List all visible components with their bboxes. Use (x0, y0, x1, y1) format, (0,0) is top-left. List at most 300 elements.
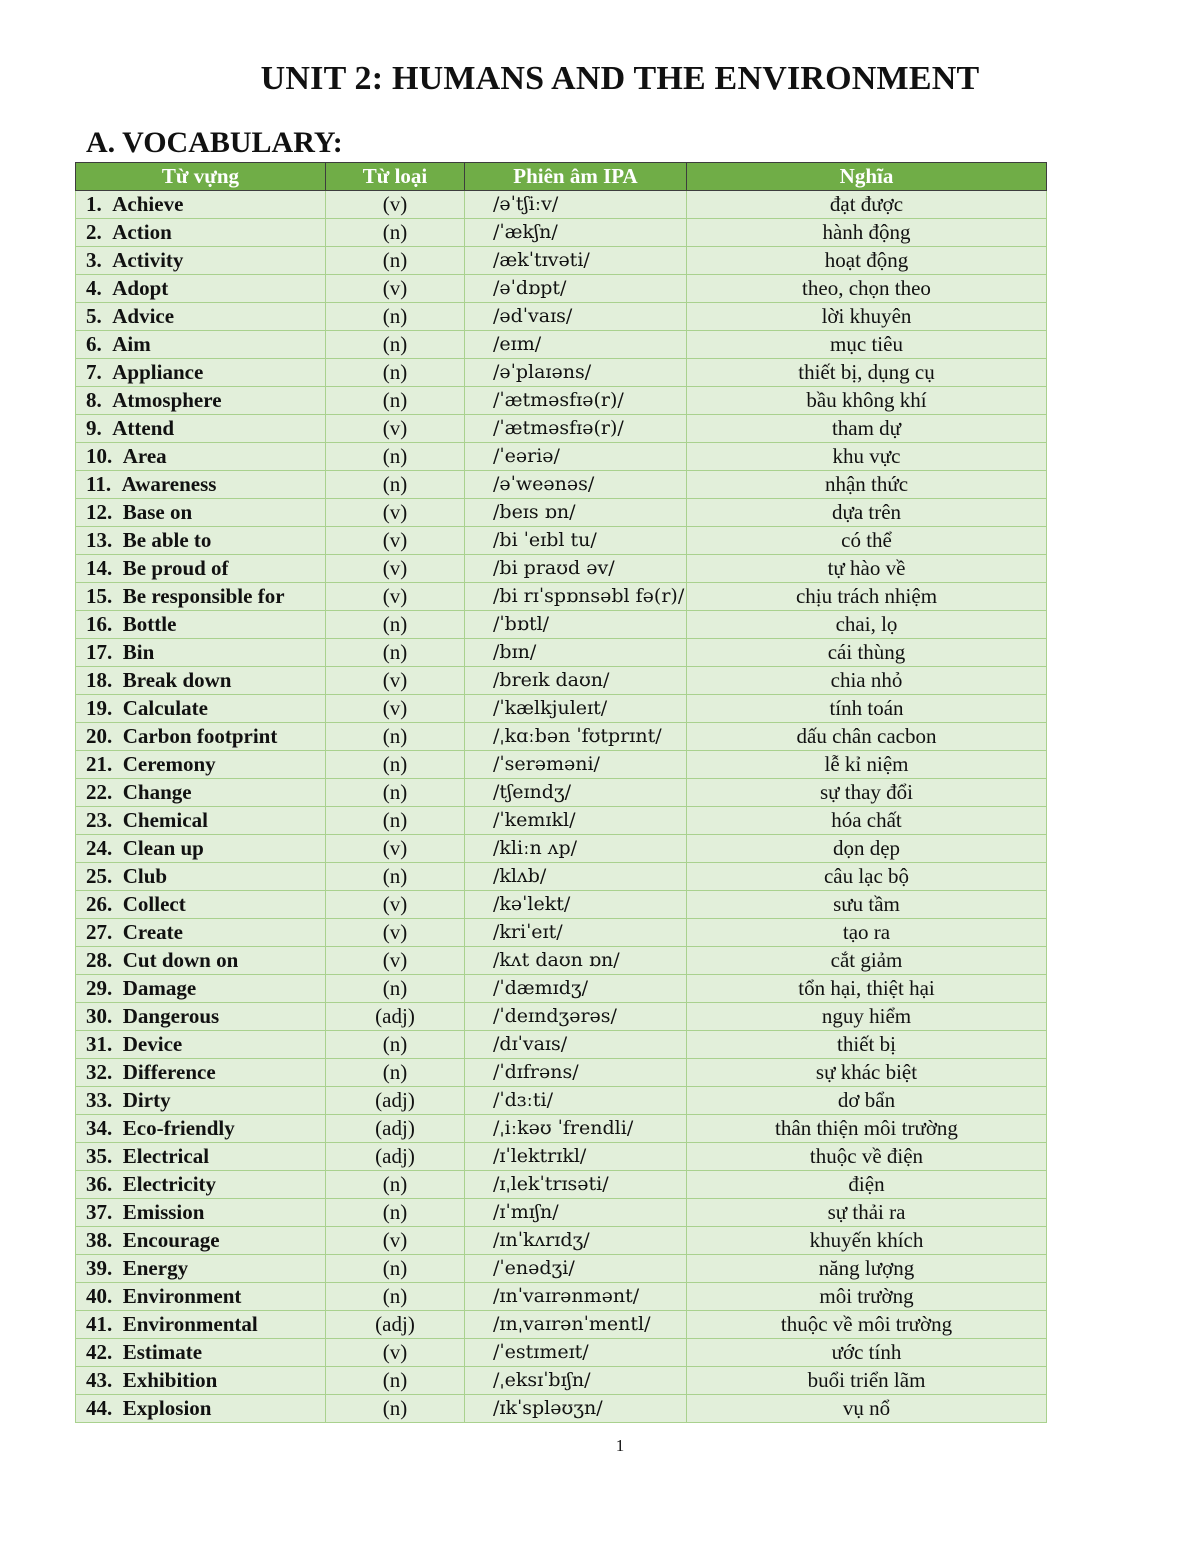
table-row (76, 247, 1047, 275)
meaning-cell: hóa chất (687, 807, 1047, 835)
table-row (76, 1227, 1047, 1255)
meaning-cell: nhận thức (687, 471, 1047, 499)
part-of-speech-cell: (n) (326, 751, 465, 779)
ipa-cell: /əˈplaɪəns/ (465, 359, 687, 387)
header-word: Từ vựng (76, 163, 326, 191)
vocab-word: Create (122, 920, 183, 944)
part-of-speech-cell: (adj) (326, 1003, 465, 1031)
part-of-speech-cell: (n) (326, 807, 465, 835)
table-row (76, 331, 1047, 359)
part-of-speech-cell: (n) (326, 639, 465, 667)
vocab-word: Be proud of (122, 556, 229, 580)
ipa-cell: /bi praʊd əv/ (465, 555, 687, 583)
vocab-word: Chemical (122, 808, 208, 832)
vocab-word: Collect (122, 892, 186, 916)
table-row (76, 1087, 1047, 1115)
ipa-cell: /ɪˈlektrɪkl/ (465, 1143, 687, 1171)
part-of-speech-cell: (v) (326, 891, 465, 919)
ipa-cell: /əˈdɒpt/ (465, 275, 687, 303)
part-of-speech-cell: (n) (326, 1031, 465, 1059)
vocab-word: Estimate (122, 1340, 203, 1364)
table-row (76, 919, 1047, 947)
table-row (76, 779, 1047, 807)
page-title: UNIT 2: HUMANS AND THE ENVIRONMENT (260, 60, 980, 97)
table-row (76, 611, 1047, 639)
vocab-word: Explosion (122, 1396, 212, 1420)
part-of-speech-cell: (n) (326, 303, 465, 331)
part-of-speech-cell: (v) (326, 191, 465, 219)
word-cell (76, 499, 326, 527)
ipa-cell: /dɪˈvaɪs/ (465, 1031, 687, 1059)
table-header-row (76, 163, 1047, 191)
table-row (76, 835, 1047, 863)
row-number: 7. (86, 360, 102, 384)
row-number: 9. (86, 416, 102, 440)
word-cell (76, 1031, 326, 1059)
vocab-word: Appliance (112, 360, 204, 384)
page-number: 1 (615, 1436, 625, 1455)
vocab-word: Device (122, 1032, 183, 1056)
meaning-cell: đạt được (687, 191, 1047, 219)
vocab-word: Advice (112, 304, 175, 328)
vocab-word: Be responsible for (122, 584, 285, 608)
word-cell (76, 1115, 326, 1143)
ipa-cell: /ˌiːkəʊ ˈfrendli/ (465, 1115, 687, 1143)
table-row (76, 807, 1047, 835)
vocab-word: Exhibition (122, 1368, 218, 1392)
word-cell (76, 835, 326, 863)
ipa-cell: /ˈbɒtl/ (465, 611, 687, 639)
word-cell (76, 1367, 326, 1395)
meaning-cell: lời khuyên (687, 303, 1047, 331)
meaning-cell: thiết bị, dụng cụ (687, 359, 1047, 387)
row-number: 39. (86, 1256, 113, 1280)
meaning-cell: cắt giảm (687, 947, 1047, 975)
word-cell (76, 527, 326, 555)
ipa-cell: /əˈtʃiːv/ (465, 191, 687, 219)
part-of-speech-cell: (n) (326, 1255, 465, 1283)
part-of-speech-cell: (v) (326, 667, 465, 695)
part-of-speech-cell: (adj) (326, 1115, 465, 1143)
part-of-speech-cell: (v) (326, 275, 465, 303)
vocab-word: Cut down on (122, 948, 239, 972)
ipa-cell: /breɪk daʊn/ (465, 667, 687, 695)
meaning-cell: có thể (687, 527, 1047, 555)
table-row (76, 1283, 1047, 1311)
ipa-cell: /ˈkælkjuleɪt/ (465, 695, 687, 723)
vocab-word: Be able to (122, 528, 212, 552)
ipa-cell: /bi ˈeɪbl tu/ (465, 527, 687, 555)
row-number: 1. (86, 192, 102, 216)
word-cell (76, 555, 326, 583)
meaning-cell: hành động (687, 219, 1047, 247)
vocab-word: Carbon footprint (122, 724, 278, 748)
table-body (76, 191, 1047, 1423)
word-cell (76, 191, 326, 219)
table-row (76, 1031, 1047, 1059)
part-of-speech-cell: (v) (326, 835, 465, 863)
vocab-word: Attend (112, 416, 175, 440)
vocab-word: Bottle (122, 612, 177, 636)
ipa-cell: /ˈestɪmeɪt/ (465, 1339, 687, 1367)
table-row (76, 1143, 1047, 1171)
vocab-word: Break down (122, 668, 232, 692)
meaning-cell: tính toán (687, 695, 1047, 723)
table-row (76, 723, 1047, 751)
meaning-cell: thiết bị (687, 1031, 1047, 1059)
ipa-cell: /ədˈvaɪs/ (465, 303, 687, 331)
row-number: 41. (86, 1312, 113, 1336)
meaning-cell: tạo ra (687, 919, 1047, 947)
meaning-cell: bầu không khí (687, 387, 1047, 415)
row-number: 36. (86, 1172, 113, 1196)
part-of-speech-cell: (n) (326, 723, 465, 751)
meaning-cell: dựa trên (687, 499, 1047, 527)
part-of-speech-cell: (n) (326, 1367, 465, 1395)
table-row (76, 219, 1047, 247)
meaning-cell: thuộc về điện (687, 1143, 1047, 1171)
part-of-speech-cell: (adj) (326, 1311, 465, 1339)
word-cell (76, 1199, 326, 1227)
row-number: 2. (86, 220, 102, 244)
row-number: 27. (86, 920, 113, 944)
meaning-cell: tham dự (687, 415, 1047, 443)
word-cell (76, 1227, 326, 1255)
table-row (76, 1003, 1047, 1031)
meaning-cell: vụ nổ (687, 1395, 1047, 1423)
row-number: 26. (86, 892, 113, 916)
meaning-cell: dơ bẩn (687, 1087, 1047, 1115)
vocab-word: Clean up (122, 836, 204, 860)
vocab-word: Base on (122, 500, 193, 524)
table-row (76, 555, 1047, 583)
table-row (76, 387, 1047, 415)
word-cell (76, 919, 326, 947)
table-row (76, 415, 1047, 443)
word-cell (76, 807, 326, 835)
row-number: 35. (86, 1144, 113, 1168)
row-number: 33. (86, 1088, 113, 1112)
word-cell (76, 359, 326, 387)
word-cell (76, 583, 326, 611)
vocab-word: Dangerous (122, 1004, 220, 1028)
meaning-cell: khuyến khích (687, 1227, 1047, 1255)
word-cell (76, 611, 326, 639)
word-cell (76, 1171, 326, 1199)
part-of-speech-cell: (n) (326, 331, 465, 359)
vocab-word: Dirty (122, 1088, 171, 1112)
meaning-cell: sự thay đổi (687, 779, 1047, 807)
part-of-speech-cell: (n) (326, 779, 465, 807)
ipa-cell: /ˈætməsfɪə(r)/ (465, 415, 687, 443)
part-of-speech-cell: (n) (326, 219, 465, 247)
vocab-word: Bin (122, 640, 155, 664)
row-number: 10. (86, 444, 113, 468)
vocab-word: Environment (122, 1284, 242, 1308)
word-cell (76, 751, 326, 779)
vocab-word: Calculate (122, 696, 208, 720)
part-of-speech-cell: (v) (326, 947, 465, 975)
row-number: 17. (86, 640, 113, 664)
row-number: 40. (86, 1284, 113, 1308)
table-row (76, 1255, 1047, 1283)
part-of-speech-cell: (n) (326, 359, 465, 387)
part-of-speech-cell: (v) (326, 1227, 465, 1255)
ipa-cell: /ˈækʃn/ (465, 219, 687, 247)
row-number: 13. (86, 528, 113, 552)
word-cell (76, 947, 326, 975)
ipa-cell: /ækˈtɪvəti/ (465, 247, 687, 275)
row-number: 3. (86, 248, 102, 272)
row-number: 28. (86, 948, 113, 972)
part-of-speech-cell: (n) (326, 471, 465, 499)
table-row (76, 1367, 1047, 1395)
row-number: 24. (86, 836, 113, 860)
row-number: 31. (86, 1032, 113, 1056)
part-of-speech-cell: (n) (326, 863, 465, 891)
meaning-cell: mục tiêu (687, 331, 1047, 359)
row-number: 11. (86, 472, 112, 496)
word-cell (76, 1087, 326, 1115)
table-row (76, 583, 1047, 611)
part-of-speech-cell: (v) (326, 499, 465, 527)
part-of-speech-cell: (n) (326, 1059, 465, 1087)
part-of-speech-cell: (n) (326, 1171, 465, 1199)
vocab-word: Eco-friendly (122, 1116, 235, 1140)
ipa-cell: /kliːn ʌp/ (465, 835, 687, 863)
table-row (76, 863, 1047, 891)
part-of-speech-cell: (v) (326, 415, 465, 443)
table-row (76, 639, 1047, 667)
vocab-word: Environmental (122, 1312, 258, 1336)
table-row (76, 751, 1047, 779)
meaning-cell: điện (687, 1171, 1047, 1199)
ipa-cell: /ɪnˈvaɪrənmənt/ (465, 1283, 687, 1311)
vocab-word: Damage (122, 976, 197, 1000)
part-of-speech-cell: (v) (326, 527, 465, 555)
word-cell (76, 975, 326, 1003)
part-of-speech-cell: (v) (326, 583, 465, 611)
part-of-speech-cell: (v) (326, 919, 465, 947)
meaning-cell: dọn dẹp (687, 835, 1047, 863)
meaning-cell: thân thiện môi trường (687, 1115, 1047, 1143)
vocab-word: Adopt (112, 276, 169, 300)
vocab-word: Electrical (122, 1144, 210, 1168)
row-number: 8. (86, 388, 102, 412)
vocab-word: Ceremony (122, 752, 216, 776)
ipa-cell: /ˈenədʒi/ (465, 1255, 687, 1283)
word-cell (76, 863, 326, 891)
vocab-word: Atmosphere (112, 388, 222, 412)
row-number: 23. (86, 808, 113, 832)
word-cell (76, 891, 326, 919)
meaning-cell: hoạt động (687, 247, 1047, 275)
row-number: 34. (86, 1116, 113, 1140)
header-part-of-speech: Từ loại (326, 163, 465, 191)
word-cell (76, 443, 326, 471)
part-of-speech-cell: (n) (326, 247, 465, 275)
row-number: 32. (86, 1060, 113, 1084)
part-of-speech-cell: (n) (326, 975, 465, 1003)
part-of-speech-cell: (n) (326, 387, 465, 415)
word-cell (76, 667, 326, 695)
row-number: 30. (86, 1004, 113, 1028)
table-row (76, 499, 1047, 527)
meaning-cell: tự hào về (687, 555, 1047, 583)
meaning-cell: chịu trách nhiệm (687, 583, 1047, 611)
vocab-word: Activity (112, 248, 184, 272)
row-number: 44. (86, 1396, 113, 1420)
ipa-cell: /kriˈeɪt/ (465, 919, 687, 947)
meaning-cell: ước tính (687, 1339, 1047, 1367)
table-row (76, 1115, 1047, 1143)
ipa-cell: /ˈdɪfrəns/ (465, 1059, 687, 1087)
table-row (76, 1171, 1047, 1199)
meaning-cell: khu vực (687, 443, 1047, 471)
row-number: 29. (86, 976, 113, 1000)
vocab-word: Action (112, 220, 172, 244)
word-cell (76, 723, 326, 751)
ipa-cell: /ˈkemɪkl/ (465, 807, 687, 835)
row-number: 43. (86, 1368, 113, 1392)
word-cell (76, 303, 326, 331)
ipa-cell: /ˈeəriə/ (465, 443, 687, 471)
word-cell (76, 471, 326, 499)
meaning-cell: nguy hiểm (687, 1003, 1047, 1031)
part-of-speech-cell: (adj) (326, 1143, 465, 1171)
vocab-word: Encourage (122, 1228, 220, 1252)
meaning-cell: chai, lọ (687, 611, 1047, 639)
ipa-cell: /ɪnˌvaɪrənˈmentl/ (465, 1311, 687, 1339)
row-number: 38. (86, 1228, 113, 1252)
row-number: 37. (86, 1200, 113, 1224)
ipa-cell: /kəˈlekt/ (465, 891, 687, 919)
word-cell (76, 1255, 326, 1283)
word-cell (76, 387, 326, 415)
word-cell (76, 219, 326, 247)
meaning-cell: thuộc về môi trường (687, 1311, 1047, 1339)
word-cell (76, 779, 326, 807)
table-row (76, 1339, 1047, 1367)
meaning-cell: năng lượng (687, 1255, 1047, 1283)
header-meaning: Nghĩa (687, 163, 1047, 191)
section-heading: A. VOCABULARY: (86, 126, 343, 159)
table-row (76, 975, 1047, 1003)
ipa-cell: /tʃeɪndʒ/ (465, 779, 687, 807)
meaning-cell: sự khác biệt (687, 1059, 1047, 1087)
part-of-speech-cell: (v) (326, 695, 465, 723)
row-number: 21. (86, 752, 113, 776)
part-of-speech-cell: (n) (326, 1199, 465, 1227)
vocab-word: Awareness (121, 472, 217, 496)
row-number: 5. (86, 304, 102, 328)
meaning-cell: chia nhỏ (687, 667, 1047, 695)
row-number: 14. (86, 556, 113, 580)
row-number: 18. (86, 668, 113, 692)
table-row (76, 1395, 1047, 1423)
ipa-cell: /ˈdæmɪdʒ/ (465, 975, 687, 1003)
word-cell (76, 1059, 326, 1087)
ipa-cell: /ˈserəməni/ (465, 751, 687, 779)
table-row (76, 471, 1047, 499)
table-row (76, 191, 1047, 219)
meaning-cell: môi trường (687, 1283, 1047, 1311)
ipa-cell: /ɪkˈspləʊʒn/ (465, 1395, 687, 1423)
table-row (76, 275, 1047, 303)
table-row (76, 527, 1047, 555)
vocab-word: Difference (122, 1060, 216, 1084)
table-row (76, 1311, 1047, 1339)
ipa-cell: /kʌt daʊn ɒn/ (465, 947, 687, 975)
ipa-cell: /ɪˌlekˈtrɪsəti/ (465, 1171, 687, 1199)
row-number: 6. (86, 332, 102, 356)
row-number: 20. (86, 724, 113, 748)
word-cell (76, 695, 326, 723)
vocab-word: Club (122, 864, 168, 888)
meaning-cell: tổn hại, thiệt hại (687, 975, 1047, 1003)
ipa-cell: /bi rɪˈspɒnsəbl fə(r)/ (465, 583, 687, 611)
ipa-cell: /əˈweənəs/ (465, 471, 687, 499)
word-cell (76, 415, 326, 443)
meaning-cell: câu lạc bộ (687, 863, 1047, 891)
word-cell (76, 1395, 326, 1423)
ipa-cell: /ˌeksɪˈbɪʃn/ (465, 1367, 687, 1395)
vocab-word: Area (122, 444, 167, 468)
meaning-cell: dấu chân cacbon (687, 723, 1047, 751)
vocab-word: Change (122, 780, 192, 804)
word-cell (76, 1003, 326, 1031)
ipa-cell: /ɪnˈkʌrɪdʒ/ (465, 1227, 687, 1255)
row-number: 42. (86, 1340, 113, 1364)
table-row (76, 667, 1047, 695)
part-of-speech-cell: (n) (326, 1283, 465, 1311)
table-row (76, 947, 1047, 975)
part-of-speech-cell: (n) (326, 1395, 465, 1423)
word-cell (76, 1283, 326, 1311)
ipa-cell: /eɪm/ (465, 331, 687, 359)
row-number: 22. (86, 780, 113, 804)
table-row (76, 443, 1047, 471)
part-of-speech-cell: (v) (326, 1339, 465, 1367)
table-row (76, 1199, 1047, 1227)
part-of-speech-cell: (adj) (326, 1087, 465, 1115)
vocab-word: Energy (122, 1256, 189, 1280)
meaning-cell: buổi triển lãm (687, 1367, 1047, 1395)
part-of-speech-cell: (n) (326, 611, 465, 639)
table-row (76, 891, 1047, 919)
row-number: 12. (86, 500, 113, 524)
meaning-cell: sưu tầm (687, 891, 1047, 919)
word-cell (76, 247, 326, 275)
meaning-cell: theo, chọn theo (687, 275, 1047, 303)
table-row (76, 303, 1047, 331)
meaning-cell: sự thải ra (687, 1199, 1047, 1227)
word-cell (76, 1311, 326, 1339)
meaning-cell: lễ kỉ niệm (687, 751, 1047, 779)
vocab-word: Electricity (122, 1172, 217, 1196)
ipa-cell: /ˈætməsfɪə(r)/ (465, 387, 687, 415)
part-of-speech-cell: (v) (326, 555, 465, 583)
ipa-cell: /ˈdeɪndʒərəs/ (465, 1003, 687, 1031)
word-cell (76, 1143, 326, 1171)
vocab-word: Aim (112, 332, 151, 356)
vocab-word: Achieve (112, 192, 184, 216)
table-row (76, 695, 1047, 723)
ipa-cell: /beɪs ɒn/ (465, 499, 687, 527)
vocab-word: Emission (122, 1200, 205, 1224)
word-cell (76, 331, 326, 359)
ipa-cell: /ɪˈmɪʃn/ (465, 1199, 687, 1227)
